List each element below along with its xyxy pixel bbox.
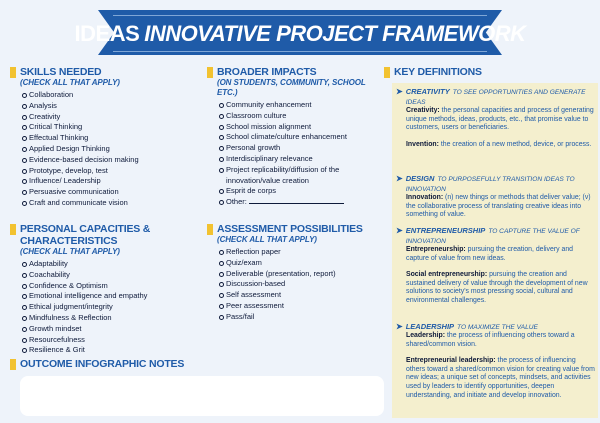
skills-subtitle: (CHECK ALL THAT APPLY) bbox=[20, 78, 120, 87]
checklist-item[interactable]: Resilience & Grit bbox=[22, 345, 210, 356]
definition-term: LEADERSHIP bbox=[405, 322, 455, 331]
definition-text: the process of influencing others toward a shared/common vision for creating value from new ideas; a unique set of concepts, mindsets, and activities used by leaders to identify opportunities, deepen understanding, and initiate and develop innovation. bbox=[406, 357, 595, 399]
assessment-subtitle: (CHECK ALL THAT APPLY) bbox=[217, 235, 317, 244]
capacities-list bbox=[10, 259, 210, 356]
definition-tagline: TO CAPTURE THE VALUE OF INNOVATION bbox=[405, 228, 580, 245]
other-label: Other: bbox=[226, 197, 247, 207]
definition-lead: Innovation: bbox=[406, 194, 444, 201]
definition-tagline: TO PURPOSEFULLY TRANSITION IDEAS TO INNOVATION bbox=[405, 176, 575, 193]
checklist-item[interactable]: Adaptability bbox=[22, 259, 210, 270]
definition-term: CREATIVITY bbox=[405, 87, 450, 96]
checklist-item[interactable]: Classroom culture bbox=[219, 111, 387, 122]
section-marker bbox=[207, 67, 213, 78]
definition-text: the process of influencing others toward a shared/common vision. bbox=[406, 332, 575, 348]
checklist-item[interactable]: Prototype, develop, test bbox=[22, 166, 205, 177]
impacts-subtitle: (ON STUDENTS, COMMUNITY, SCHOOL ETC.) bbox=[217, 78, 366, 97]
checklist-item[interactable]: Critical Thinking bbox=[22, 122, 205, 133]
definition-creativity bbox=[396, 87, 596, 149]
checklist-item[interactable]: Discussion-based bbox=[219, 279, 387, 290]
definition-leadership bbox=[396, 322, 596, 400]
definitions-header bbox=[384, 66, 594, 78]
definition-term: ENTREPRENEURSHIP bbox=[405, 226, 486, 235]
impacts-title: BROADER IMPACTS bbox=[217, 66, 317, 78]
definition-text: the creation of a new method, device, or process. bbox=[438, 140, 592, 148]
assessment-section bbox=[207, 223, 387, 323]
definitions-title: KEY DEFINITIONS bbox=[394, 66, 482, 78]
checklist-item[interactable]: Collaboration bbox=[22, 90, 205, 101]
definition-lead: Entrepreneurial leadership: bbox=[406, 357, 496, 365]
checklist-item[interactable]: Resourcefulness bbox=[22, 335, 210, 346]
checklist-item[interactable]: Esprit de corps bbox=[219, 186, 387, 197]
definition-text: the personal capacities and process of generating unique methods, ideas, products, etc., that promise value to customers, users or beneficiaries. bbox=[406, 107, 594, 132]
arrow-icon: ➤ bbox=[396, 174, 403, 183]
assessment-list bbox=[207, 247, 387, 323]
arrow-icon: ➤ bbox=[396, 322, 403, 331]
notes-input[interactable] bbox=[20, 376, 384, 416]
checklist-item[interactable]: Evidence-based decision making bbox=[22, 155, 205, 166]
title-bold: IDEAS bbox=[74, 20, 140, 46]
section-marker bbox=[10, 67, 16, 78]
page-title bbox=[74, 15, 526, 52]
definition-lead: Invention: bbox=[406, 140, 439, 148]
checklist-item[interactable]: Mindfulness & Reflection bbox=[22, 313, 210, 324]
checklist-item[interactable]: Community enhancement bbox=[219, 100, 387, 111]
checklist-item[interactable]: School climate/culture enhancement bbox=[219, 132, 387, 143]
capacities-subtitle: (CHECK ALL THAT APPLY) bbox=[20, 247, 120, 256]
definitions-panel bbox=[392, 83, 598, 418]
checklist-item[interactable]: Growth mindset bbox=[22, 324, 210, 335]
definition-text: pursuing the creation and sustained delivery of value through the development of new solutions to society's most pressing social, cultural and environmental challenges. bbox=[406, 271, 588, 304]
section-marker bbox=[384, 67, 390, 78]
checklist-item[interactable]: Confidence & Optimism bbox=[22, 281, 210, 292]
checklist-item[interactable]: Craft and communicate vision bbox=[22, 198, 205, 209]
checklist-item[interactable]: Peer assessment bbox=[219, 301, 387, 312]
checklist-item[interactable]: Interdisciplinary relevance bbox=[219, 154, 387, 165]
section-marker bbox=[10, 224, 16, 235]
checklist-item[interactable]: Project replicability/diffusion of the innovation/value creation bbox=[219, 165, 366, 187]
checklist-item[interactable]: Coachability bbox=[22, 270, 210, 281]
checklist-item[interactable]: Deliverable (presentation, report) bbox=[219, 269, 387, 280]
definition-text: (n) new things or methods that deliver value; (v) the collaborative process of translating creative ideas into something of value. bbox=[406, 194, 591, 219]
section-marker bbox=[207, 224, 213, 235]
notes-title: OUTCOME INFOGRAPHIC NOTES bbox=[20, 358, 185, 370]
checklist-item[interactable]: Influence/ Leadership bbox=[22, 176, 205, 187]
impacts-section bbox=[207, 66, 387, 208]
skills-title: SKILLS NEEDED bbox=[20, 66, 102, 78]
skills-list bbox=[10, 90, 205, 209]
arrow-icon: ➤ bbox=[396, 226, 403, 235]
checklist-item[interactable]: Applied Design Thinking bbox=[22, 144, 205, 155]
other-input-line[interactable] bbox=[249, 197, 344, 204]
definition-lead: Entrepreneurship: bbox=[406, 246, 466, 253]
checklist-item-other[interactable] bbox=[219, 197, 387, 208]
definition-tagline: TO MAXIMIZE THE VALUE bbox=[457, 324, 538, 331]
definition-design bbox=[396, 174, 596, 220]
capacities-section bbox=[10, 223, 210, 356]
definition-lead: Leadership: bbox=[406, 332, 446, 339]
checklist-item[interactable]: Persuasive communication bbox=[22, 187, 205, 198]
checklist-item[interactable]: Personal growth bbox=[219, 143, 387, 154]
section-marker bbox=[10, 359, 16, 370]
definition-text: pursuing the creation, delivery and capture of value from new ideas. bbox=[406, 246, 573, 262]
definition-lead: Social entrepreneurship: bbox=[406, 271, 488, 279]
checklist-item[interactable]: Analysis bbox=[22, 101, 205, 112]
checklist-item[interactable]: School mission alignment bbox=[219, 122, 387, 133]
checklist-item[interactable]: Pass/fail bbox=[219, 312, 387, 323]
definition-lead: Creativity: bbox=[406, 107, 440, 114]
impacts-list bbox=[207, 100, 387, 208]
assessment-title: ASSESSMENT POSSIBILITIES bbox=[217, 223, 363, 235]
title-italic: INNOVATIVE PROJECT FRAMEWORK bbox=[144, 20, 526, 46]
checklist-item[interactable]: Reflection paper bbox=[219, 247, 387, 258]
definition-term: DESIGN bbox=[405, 174, 435, 183]
checklist-item[interactable]: Quiz/exam bbox=[219, 258, 387, 269]
capacities-title: PERSONAL CAPACITIES & CHARACTERISTICS bbox=[20, 223, 151, 247]
checklist-item[interactable]: Ethical judgment/integrity bbox=[22, 302, 210, 313]
arrow-icon: ➤ bbox=[396, 87, 403, 96]
notes-section bbox=[10, 358, 310, 370]
checklist-item[interactable]: Emotional intelligence and empathy bbox=[22, 291, 210, 302]
skills-section bbox=[10, 66, 205, 209]
checklist-item[interactable]: Creativity bbox=[22, 112, 205, 123]
definition-entrepreneurship bbox=[396, 226, 596, 306]
checklist-item[interactable]: Effectual Thinking bbox=[22, 133, 205, 144]
checklist-item[interactable]: Self assessment bbox=[219, 290, 387, 301]
definition-tagline: TO SEE OPPORTUNITIES AND GENERATE IDEAS bbox=[405, 89, 586, 106]
